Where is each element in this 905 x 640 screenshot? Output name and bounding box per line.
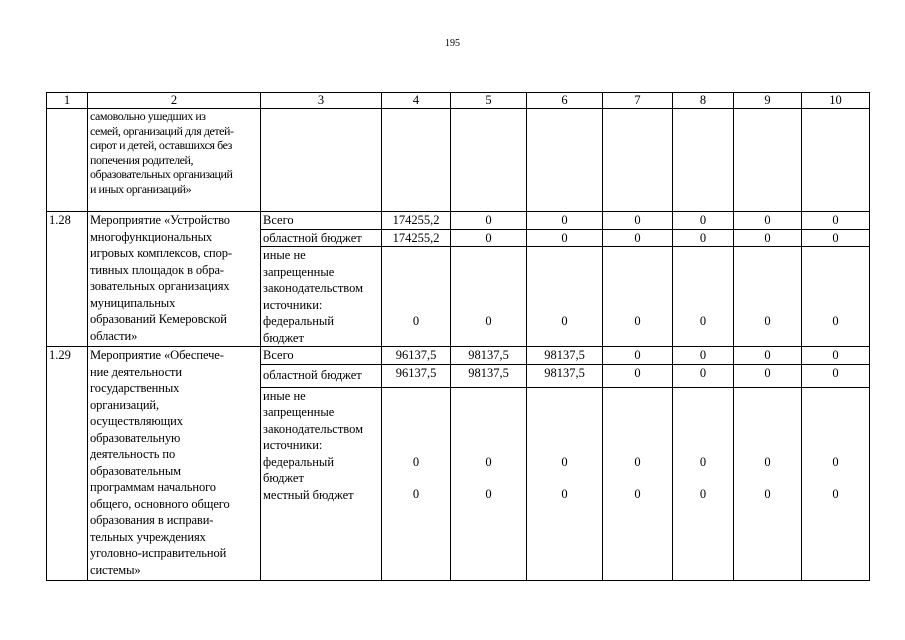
value-text: 0 <box>764 314 771 328</box>
description-line: системы» <box>90 562 141 577</box>
federal-value: 0 <box>561 454 568 469</box>
value-cell: 0 <box>734 229 802 247</box>
header-cell: 5 <box>451 93 527 109</box>
description-line: образовательным <box>90 463 181 478</box>
source-line: источники: <box>263 438 323 452</box>
header-cell: 9 <box>734 93 802 109</box>
description-line: многофункциональных <box>90 229 213 244</box>
value-cell: 96137,5 <box>382 364 451 387</box>
federal-value: 0 <box>412 454 420 469</box>
value-cell: 0 <box>603 212 673 230</box>
value-cell <box>603 109 673 212</box>
page-number: 195 <box>445 38 460 49</box>
value-cell: 98137,5 <box>527 364 603 387</box>
source-other <box>261 247 382 347</box>
description-line: муниципальных <box>90 295 176 310</box>
value-cell: 0 <box>673 212 734 230</box>
source-total: Всего <box>261 212 382 230</box>
description-line: тельных учреждениях <box>90 529 206 544</box>
description-line: образовательных организаций <box>90 167 233 182</box>
local-value: 0 <box>412 487 420 501</box>
source-line: запрещенные <box>263 405 335 419</box>
description-line: образования в исправи- <box>90 513 214 527</box>
header-cell: 4 <box>382 93 451 109</box>
source-other <box>261 387 382 580</box>
source-total: Всего <box>261 347 382 365</box>
value-cell <box>382 109 451 212</box>
value-text: 0 <box>832 314 839 328</box>
description-line: ние деятельности <box>90 364 183 379</box>
value-cell <box>451 247 527 347</box>
header-cell: 1 <box>47 93 88 109</box>
value-cell: 174255,2 <box>382 212 451 230</box>
source-line: федеральный <box>263 314 335 328</box>
value-cell <box>673 247 734 347</box>
value-cell <box>734 387 802 580</box>
table-header-row <box>47 93 870 109</box>
description-line: государственных <box>90 381 180 395</box>
continuation-description <box>88 109 261 212</box>
source-line: иные не <box>263 248 306 262</box>
table-row-continuation <box>47 109 870 212</box>
value-cell: 0 <box>527 212 603 230</box>
value-cell <box>527 387 603 580</box>
source-line: законодательством <box>263 281 364 295</box>
value-cell: 0 <box>603 229 673 247</box>
header-cell: 2 <box>88 93 261 109</box>
value-cell: 0 <box>802 229 870 247</box>
value-cell <box>382 247 451 347</box>
value-cell: 0 <box>673 364 734 387</box>
value-cell: 0 <box>802 212 870 230</box>
source-line: бюджет <box>263 471 304 485</box>
federal-value: 0 <box>699 454 707 469</box>
description-line: образований Кемеровской <box>90 312 227 326</box>
row-id-cell <box>47 109 88 212</box>
value-text: 0 <box>561 314 568 328</box>
value-cell: 0 <box>527 229 603 247</box>
row-1-29-description <box>88 347 261 581</box>
value-cell <box>802 387 870 580</box>
value-cell <box>673 109 734 212</box>
value-cell: 0 <box>802 347 870 365</box>
description-line: общего, основного общего <box>90 496 230 511</box>
value-cell: 0 <box>673 229 734 247</box>
source-line: местный бюджет <box>263 487 354 502</box>
header-cell: 7 <box>603 93 673 109</box>
value-text: 0 <box>412 314 420 328</box>
federal-value: 0 <box>634 454 641 469</box>
local-value: 0 <box>485 487 492 501</box>
description-line: Мероприятие «Обеспече- <box>90 348 224 362</box>
value-cell: 0 <box>802 364 870 387</box>
value-cell: 98137,5 <box>451 347 527 365</box>
row-id-1-29: 1.29 <box>47 347 88 581</box>
local-value: 0 <box>764 487 771 501</box>
description-line: программам начального <box>90 480 216 494</box>
local-value: 0 <box>832 487 839 501</box>
description-line: тивных площадок в обра- <box>90 262 224 277</box>
source-line: иные не <box>263 388 306 403</box>
source-regional: областной бюджет <box>261 364 382 387</box>
description-line: игровых комплексов, спор- <box>90 246 232 260</box>
value-cell <box>673 387 734 580</box>
value-cell <box>527 247 603 347</box>
value-cell <box>451 387 527 580</box>
value-cell: 0 <box>734 364 802 387</box>
value-cell: 0 <box>734 212 802 230</box>
description-line: уголовно-исправительной <box>90 546 227 560</box>
description-line: области» <box>90 328 138 343</box>
federal-value: 0 <box>832 454 839 469</box>
description-line: зовательных организациях <box>90 279 230 293</box>
federal-value: 0 <box>485 454 492 469</box>
value-cell <box>802 247 870 347</box>
value-cell: 0 <box>734 347 802 365</box>
value-text: 0 <box>699 314 707 328</box>
value-cell <box>603 247 673 347</box>
header-cell: 10 <box>802 93 870 109</box>
header-cell: 8 <box>673 93 734 109</box>
local-value: 0 <box>634 487 641 501</box>
value-cell <box>527 109 603 212</box>
value-cell: 0 <box>603 364 673 387</box>
value-cell <box>451 109 527 212</box>
value-text: 0 <box>634 314 641 328</box>
value-cell: 98137,5 <box>451 364 527 387</box>
header-cell: 3 <box>261 93 382 109</box>
value-cell: 96137,5 <box>382 347 451 365</box>
source-regional: областной бюджет <box>261 229 382 247</box>
source-line: запрещенные <box>263 264 335 279</box>
local-value: 0 <box>561 487 568 501</box>
value-cell <box>734 109 802 212</box>
description-line: попечения родителей, <box>90 152 194 167</box>
source-line: источники: <box>263 297 323 312</box>
source-line: федеральный <box>263 454 335 469</box>
description-line: образовательную <box>90 430 181 445</box>
value-cell <box>802 109 870 212</box>
description-line: и иных организаций» <box>90 181 192 196</box>
value-cell: 98137,5 <box>527 347 603 365</box>
source-cell <box>261 109 382 212</box>
source-line: бюджет <box>263 330 304 345</box>
description-line: осуществляющих <box>90 414 183 428</box>
header-cell: 6 <box>527 93 603 109</box>
value-cell <box>734 247 802 347</box>
value-cell: 174255,2 <box>382 229 451 247</box>
row-id-1-28: 1.28 <box>47 212 88 347</box>
description-line: Мероприятие «Устройство <box>90 213 230 227</box>
source-line: законодательством <box>263 421 364 436</box>
row-1-28-description <box>88 212 261 347</box>
value-cell: 0 <box>603 347 673 365</box>
value-cell: 0 <box>451 229 527 247</box>
description-line: семей, организаций для детей- <box>90 123 234 138</box>
description-line: организаций, <box>90 397 160 412</box>
local-value: 0 <box>699 487 707 501</box>
budget-table <box>46 92 870 581</box>
federal-value: 0 <box>764 454 771 469</box>
value-text: 0 <box>485 314 492 328</box>
description-line: деятельность по <box>90 447 176 461</box>
description-line: самовольно ушедших из <box>90 109 206 123</box>
value-cell: 0 <box>673 347 734 365</box>
table-row-1-28-total <box>47 212 870 230</box>
table-row-1-29-total <box>47 347 870 365</box>
value-cell <box>603 387 673 580</box>
value-cell: 0 <box>451 212 527 230</box>
description-line: сирот и детей, оставшихся без <box>90 138 232 153</box>
value-cell <box>382 387 451 580</box>
